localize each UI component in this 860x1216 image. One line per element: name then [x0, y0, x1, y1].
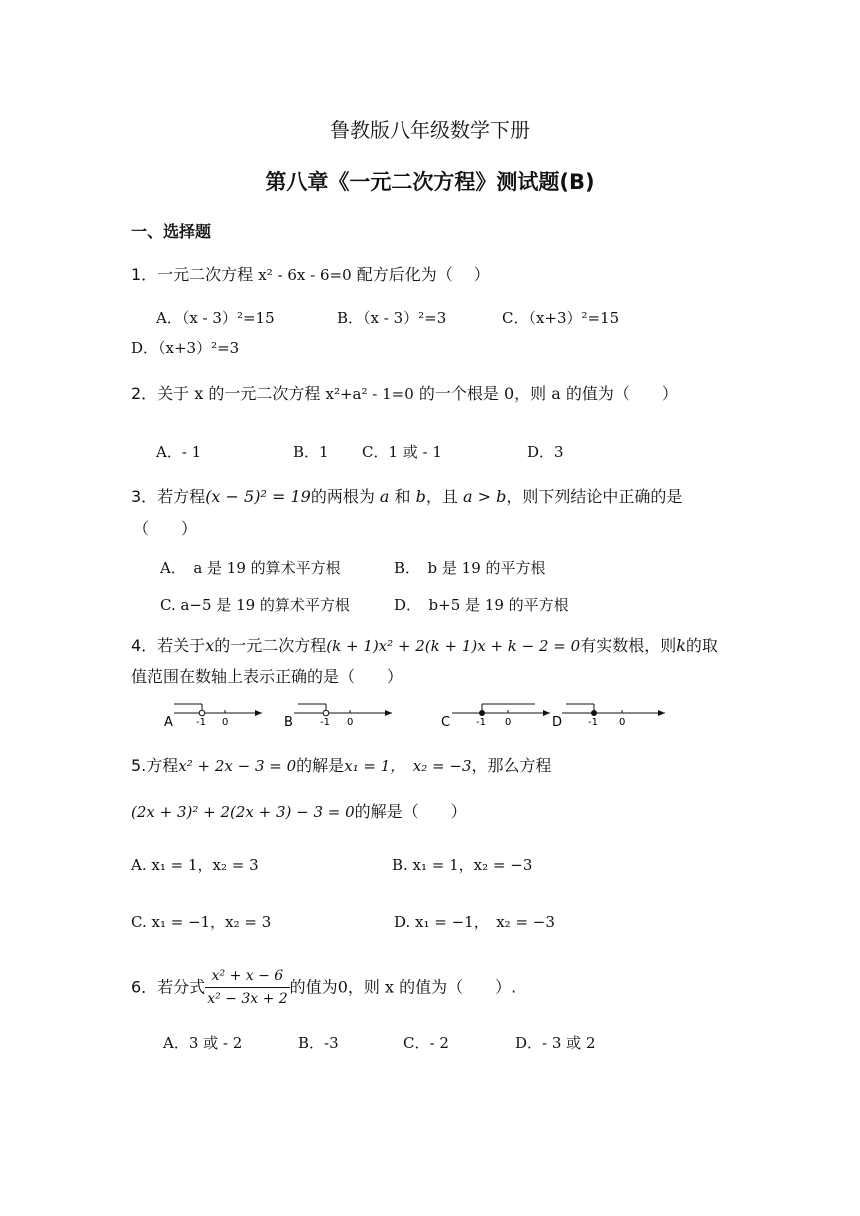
q2-option-d: D．3: [527, 443, 564, 461]
q1-option-c: C．（x+3）²=15: [502, 309, 620, 327]
document-subtitle: 鲁教版八年级数学下册: [330, 118, 530, 142]
q4-text-c: 有实数根，则: [580, 636, 677, 655]
tick-label-a-1: -1: [196, 717, 206, 728]
q3-text-a: 3．若方程: [131, 487, 206, 506]
q6-text-a: 6．若分式: [131, 977, 206, 997]
tick-label-b-2: 0: [347, 717, 354, 728]
section-heading: 一、选择题: [131, 222, 212, 241]
q6-var-x: x: [384, 977, 394, 997]
q1-option-d: D．（x+3）²=3: [131, 339, 240, 357]
q2-option-b: B．1: [293, 443, 329, 461]
number-line-d: [552, 704, 665, 730]
q2-var-x: x: [194, 384, 204, 403]
q3-text-d: ，且: [425, 487, 463, 506]
q6-option-b: B．-3: [298, 1034, 339, 1052]
q2-text-d: ，则: [514, 384, 552, 403]
q5-option-c: C. x₁ = −1，x₂ = 3: [131, 913, 272, 931]
question-5-stem: [131, 753, 552, 776]
question-6-stem: [131, 966, 516, 1009]
q3-option-b: B． b 是 19 的平方根: [394, 559, 546, 577]
q3-equation: (x − 5)² = 19: [205, 487, 311, 506]
q6-numerator: x² + x − 6: [205, 966, 289, 988]
q1-equation: x² - 6x - 6=0: [258, 266, 352, 284]
q2-text-e: 的值为（ ）: [560, 384, 678, 403]
q5-equation-1: x² + 2x − 3 = 0: [178, 757, 297, 775]
q6-fraction: [205, 966, 289, 1009]
q3-option-a: A． a 是 19 的算术平方根: [160, 559, 341, 577]
q1-text-b: 配方后化为（ ）: [351, 265, 490, 284]
question-2-stem: [131, 381, 678, 404]
q2-text-a: 2．关于: [131, 384, 195, 403]
q2-equation: x²+a² - 1=0: [325, 385, 414, 403]
q3-text-e: ，则下列结论中正确的是: [506, 487, 683, 506]
q5-solution-1: x₁ = 1， x₂ = −3: [344, 757, 472, 775]
q4-number-line-figures: [160, 696, 680, 732]
figure-label-d: D: [552, 715, 563, 730]
tick-label-c-2: 0: [505, 717, 512, 728]
q2-text-b: 的一元二次方程: [203, 384, 326, 403]
q1-text-a: 1．一元二次方程: [131, 265, 259, 284]
q5-text-b: 的解是: [296, 756, 345, 775]
q4-text-d: 的取: [685, 636, 718, 655]
number-line-c: [441, 704, 550, 730]
q4-equation: (k + 1)x² + 2(k + 1)x + k − 2 = 0: [326, 637, 581, 655]
q6-text-d: 的值为（ ）.: [394, 977, 517, 997]
q5-option-d: D. x₁ = −1， x₂ = −3: [394, 913, 555, 931]
q2-option-a: A．- 1: [156, 443, 202, 461]
q5-text-d: 的解是（ ）: [354, 802, 467, 821]
q4-stem-line2: 值范围在数轴上表示正确的是（ ）: [131, 667, 404, 686]
q2-var-a: a: [551, 384, 561, 403]
q4-text-a: 4．若关于: [131, 636, 206, 655]
q3-option-c: C. a−5 是 19 的算术平方根: [160, 596, 350, 614]
question-3-stem: [131, 484, 682, 507]
q6-text-c: ，则: [347, 977, 385, 997]
q4-var-x: x: [205, 636, 215, 655]
figure-label-c: C: [441, 715, 451, 730]
document-title: 第八章《一元二次方程》测试题(B): [265, 170, 595, 194]
q1-option-a: A．（x - 3）²=15: [156, 309, 275, 327]
q3-option-d: D． b+5 是 19 的平方根: [394, 596, 569, 614]
q5-option-b: B. x₁ = 1，x₂ = −3: [392, 856, 533, 874]
q5-equation-2: (2x + 3)² + 2(2x + 3) − 3 = 0: [131, 803, 355, 821]
q6-text-b: 的值为: [289, 977, 338, 997]
q5-text-c: ，那么方程: [471, 756, 552, 775]
tick-label-d-2: 0: [619, 717, 626, 728]
q6-option-d: D．- 3 或 2: [515, 1034, 596, 1052]
q6-option-c: C．- 2: [403, 1034, 449, 1052]
figure-label-b: B: [284, 715, 293, 730]
q5-option-a: A. x₁ = 1，x₂ = 3: [131, 856, 259, 874]
question-1-stem: [131, 262, 490, 285]
number-line-a: [164, 704, 262, 730]
q2-option-c: C．1 或 - 1: [362, 443, 442, 461]
tick-label-a-2: 0: [222, 717, 229, 728]
q1-option-b: B．（x - 3）²=3: [337, 309, 447, 327]
q3-var-b: b: [415, 487, 426, 506]
figure-label-a: A: [164, 715, 173, 730]
question-4-stem: [131, 633, 718, 656]
q5-stem-line2: [131, 799, 467, 822]
number-line-b: [284, 704, 392, 730]
q3-text-c: 和: [389, 487, 416, 506]
q6-option-a: A．3 或 - 2: [163, 1034, 243, 1052]
q5-text-a: 5.方程: [131, 756, 179, 775]
q6-zero: 0: [337, 977, 348, 997]
q3-var-a: a: [379, 487, 390, 506]
q3-text-b: 的两根为: [310, 487, 380, 506]
q2-zero: 0: [503, 384, 515, 403]
q6-denominator: x² − 3x + 2: [207, 991, 288, 1007]
tick-label-c-1: -1: [476, 717, 486, 728]
q4-text-b: 的一元二次方程: [214, 636, 327, 655]
q3-answer-blank: （ ）: [133, 519, 198, 538]
q3-condition: a > b: [462, 487, 507, 506]
q2-text-c: 的一个根是: [413, 384, 504, 403]
q4-var-k: k: [676, 636, 686, 655]
tick-label-d-1: -1: [588, 717, 598, 728]
tick-label-b-1: -1: [320, 717, 330, 728]
